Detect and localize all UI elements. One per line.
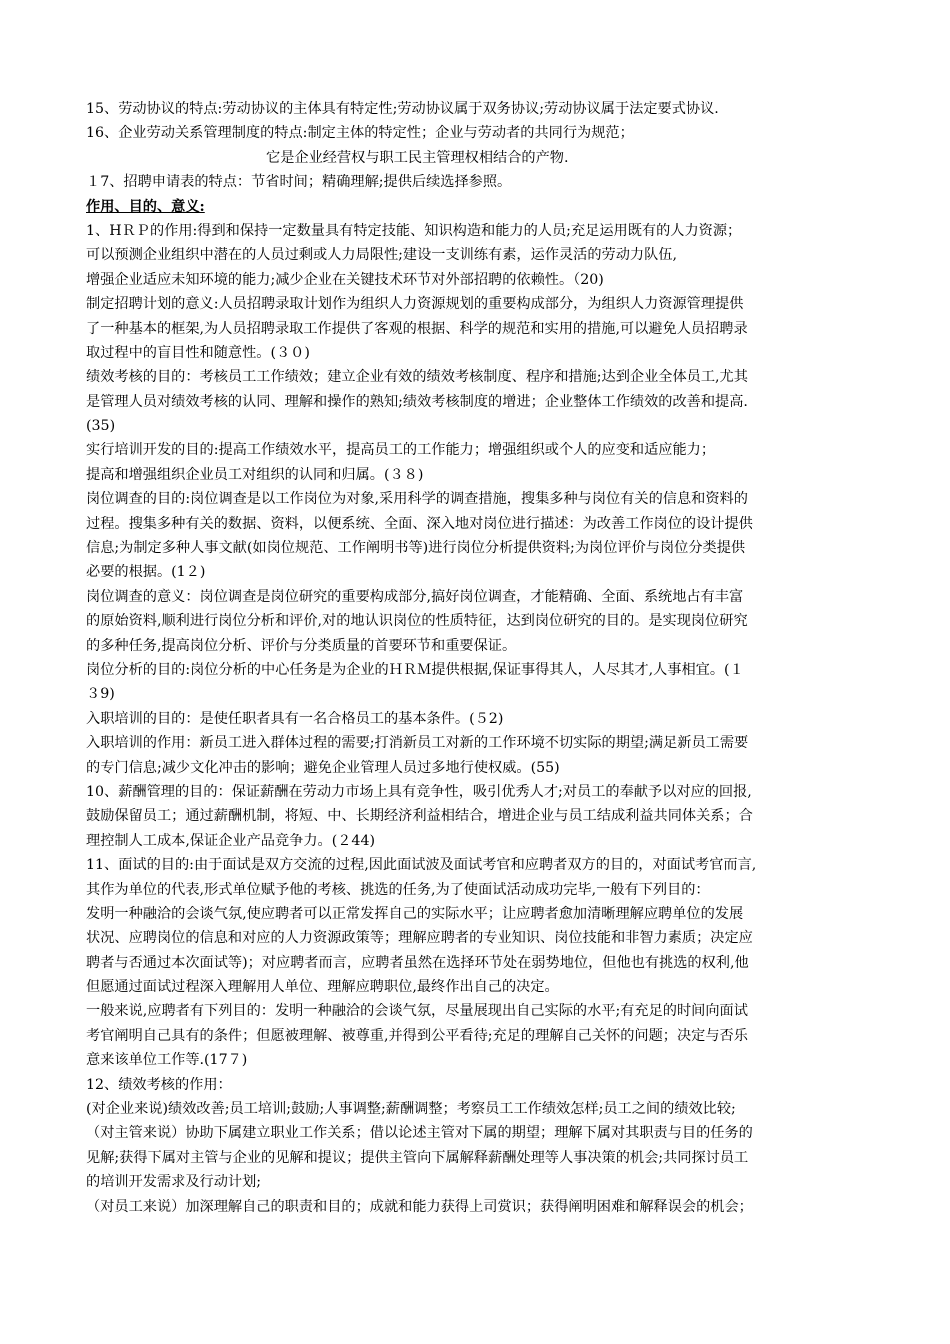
text-line: 12、绩效考核的作用：: [86, 1076, 232, 1093]
text-line: 发明一种融洽的会谈气氛,使应聘者可以正常发挥自己的实际水平；让应聘者愈加清晰理解应聘单位的发展: [86, 905, 744, 922]
text-line: 绩效考核的目的：考核员工工作绩效；建立企业有效的绩效考核制度、程序和措施;达到企业全体员工,尤其: [86, 369, 748, 386]
text-line: 见解;获得下属对主管与企业的见解和提议；提供主管向下属解释薪酬处理等人事决策的机会;共同探讨员工: [86, 1149, 749, 1166]
text-line: （对员工来说）加深理解自己的职责和目的；成就和能力获得上司赏识；获得阐明困难和解释误会的机会；: [86, 1198, 753, 1215]
text-line: 岗位调查的目的:岗位调查是以工作岗位为对象,采用科学的调查措施，搜集多种与岗位有关的信息和资料的: [86, 491, 748, 508]
text-line: 岗位分析的目的:岗位分析的中心任务是为企业的ＨＲＭ提供根据,保证事得其人，人尽其才,人事相宜。(１: [86, 661, 744, 678]
text-line: １7、招聘申请表的特点：节省时间；精确理解;提供后续选择参照。: [86, 174, 512, 191]
text-line: 岗位调查的意义：岗位调查是岗位研究的重要构成部分,搞好岗位调查，才能精确、全面、系统地占有丰富: [86, 588, 744, 605]
text-line: 制定招聘计划的意义:人员招聘录取计划作为组织人力资源规划的重要构成部分，为组织人力资源管理提供: [86, 296, 744, 313]
text-line: 聘者与否通过本次面试等)；对应聘者而言，应聘者虽然在选择环节处在弱势地位，但他也有挑选的权利,他: [86, 954, 749, 971]
text-line: 考官阐明自己具有的条件；但愿被理解、被尊重,并得到公平看待;充足的理解自己关怀的问题；决定与否乐: [86, 1027, 748, 1044]
text-line: 了一种基本的框架,为人员招聘录取工作提供了客观的根据、科学的规范和实用的措施,可以避免人员招聘录: [86, 320, 748, 337]
text-line: 11、面试的目的:由于面试是双方交流的过程,因此面试波及面试考官和应聘者双方的目的，对面试考官而言,: [86, 857, 757, 874]
text-line: 1、HＲＰ的作用:得到和保持一定数量具有特定技能、知识构造和能力的人员;充足运用既有的人力资源；: [86, 222, 742, 239]
text-line: 是管理人员对绩效考核的认同、理解和操作的熟知;绩效考核制度的增进；企业整体工作绩效的改善和提高.: [86, 393, 748, 410]
text-line: 入职培训的目的：是使任职者具有一名合格员工的基本条件。(５2): [86, 710, 504, 727]
text-line: (对企业来说)绩效改善;员工培训;鼓励;人事调整;薪酬调整；考察员工工作绩效怎样;员工之间的绩效比较;: [86, 1101, 736, 1118]
text-line: 实行培训开发的目的:提高工作绩效水平，提高员工的工作能力；增强组织或个人的应变和适应能力；: [86, 442, 716, 459]
text-line: 一般来说,应聘者有下列目的：发明一种融洽的会谈气氛，尽量展现出自己实际的水平;有充足的时间向面试: [86, 1003, 748, 1020]
text-line: 16、企业劳动关系管理制度的特点:制定主体的特定性；企业与劳动者的共同行为规范；: [86, 125, 634, 142]
text-line: 的原始资料,顺利进行岗位分析和评价,对的地认识岗位的性质特征，达到岗位研究的目的。是实现岗位研究: [86, 613, 748, 630]
text-line: 的多种任务,提高岗位分析、评价与分类质量的首要环节和重要保证。: [86, 637, 517, 654]
text-line: 可以预测企业组织中潜在的人员过剩或人力局限性;建设一支训练有素，运作灵活的劳动力队伍,: [86, 247, 677, 264]
text-line: 提高和增强组织企业员工对组织的认同和归属。(３８): [86, 466, 424, 483]
text-line: 其作为单位的代表,形式单位赋予他的考核、挑选的任务,为了使面试活动成功完毕,一般有下列目的：: [86, 881, 710, 898]
text-line: 信息;为制定多种人事文献(如岗位规范、工作阐明书等)进行岗位分析提供资料;为岗位评价与岗位分类提供: [86, 540, 746, 557]
text-line: 状况、应聘岗位的信息和对应的人力资源政策等；理解应聘者的专业知识、岗位技能和非智力素质；决定应: [86, 930, 753, 947]
text-line: 取过程中的盲目性和随意性。(３０): [86, 344, 310, 361]
text-line: (35): [86, 418, 116, 435]
text-line: 理控制人工成本,保证企业产品竞争力。(２44): [86, 832, 376, 849]
text-line: 10、薪酬管理的目的：保证薪酬在劳动力市场上具有竞争性，吸引优秀人才;对员工的奉献予以对应的回报,: [86, 783, 752, 800]
text-line: 但愿通过面试过程深入理解用人单位、理解应聘职位,最终作出自己的决定。: [86, 979, 559, 996]
text-line: 意来该单位工作等.(17７): [86, 1052, 248, 1069]
text-line: 鼓励保留员工；通过薪酬机制，将短、中、长期经济利益相结合，增进企业与员工结成利益共同体关系；合: [86, 808, 753, 825]
text-line: 15、劳动协议的特点:劳动协议的主体具有特定性;劳动协议属于双务协议;劳动协议属于法定要式协议.: [86, 101, 719, 117]
text-line: ３9): [86, 686, 115, 703]
text-line: 过程。搜集多种有关的数据、资料，以便系统、全面、深入地对岗位进行描述：为改善工作岗位的设计提供: [86, 515, 753, 532]
document-page: [86, 97, 881, 1219]
text-line: 的专门信息;减少文化冲击的影响；避免企业管理人员过多地行使权威。(55): [86, 759, 560, 776]
section-heading: 作用、目的、意义:: [86, 198, 205, 215]
text-line: 增强企业适应未知环境的能力;减少企业在关键技术环节对外部招聘的依赖性。（20): [86, 271, 604, 288]
text-line: 必要的根据。(1２): [86, 564, 206, 581]
text-line: （对主管来说）协助下属建立职业工作关系；借以论述主管对下属的期望；理解下属对其职责与目的任务的: [86, 1125, 753, 1142]
text-line: 入职培训的作用：新员工进入群体过程的需要;打消新员工对新的工作环境不切实际的期望;满足新员工需要: [86, 735, 749, 752]
text-line: 的培训开发需求及行动计划;: [86, 1174, 262, 1191]
text-line: 它是企业经营权与职工民主管理权相结合的产物.: [266, 149, 569, 166]
